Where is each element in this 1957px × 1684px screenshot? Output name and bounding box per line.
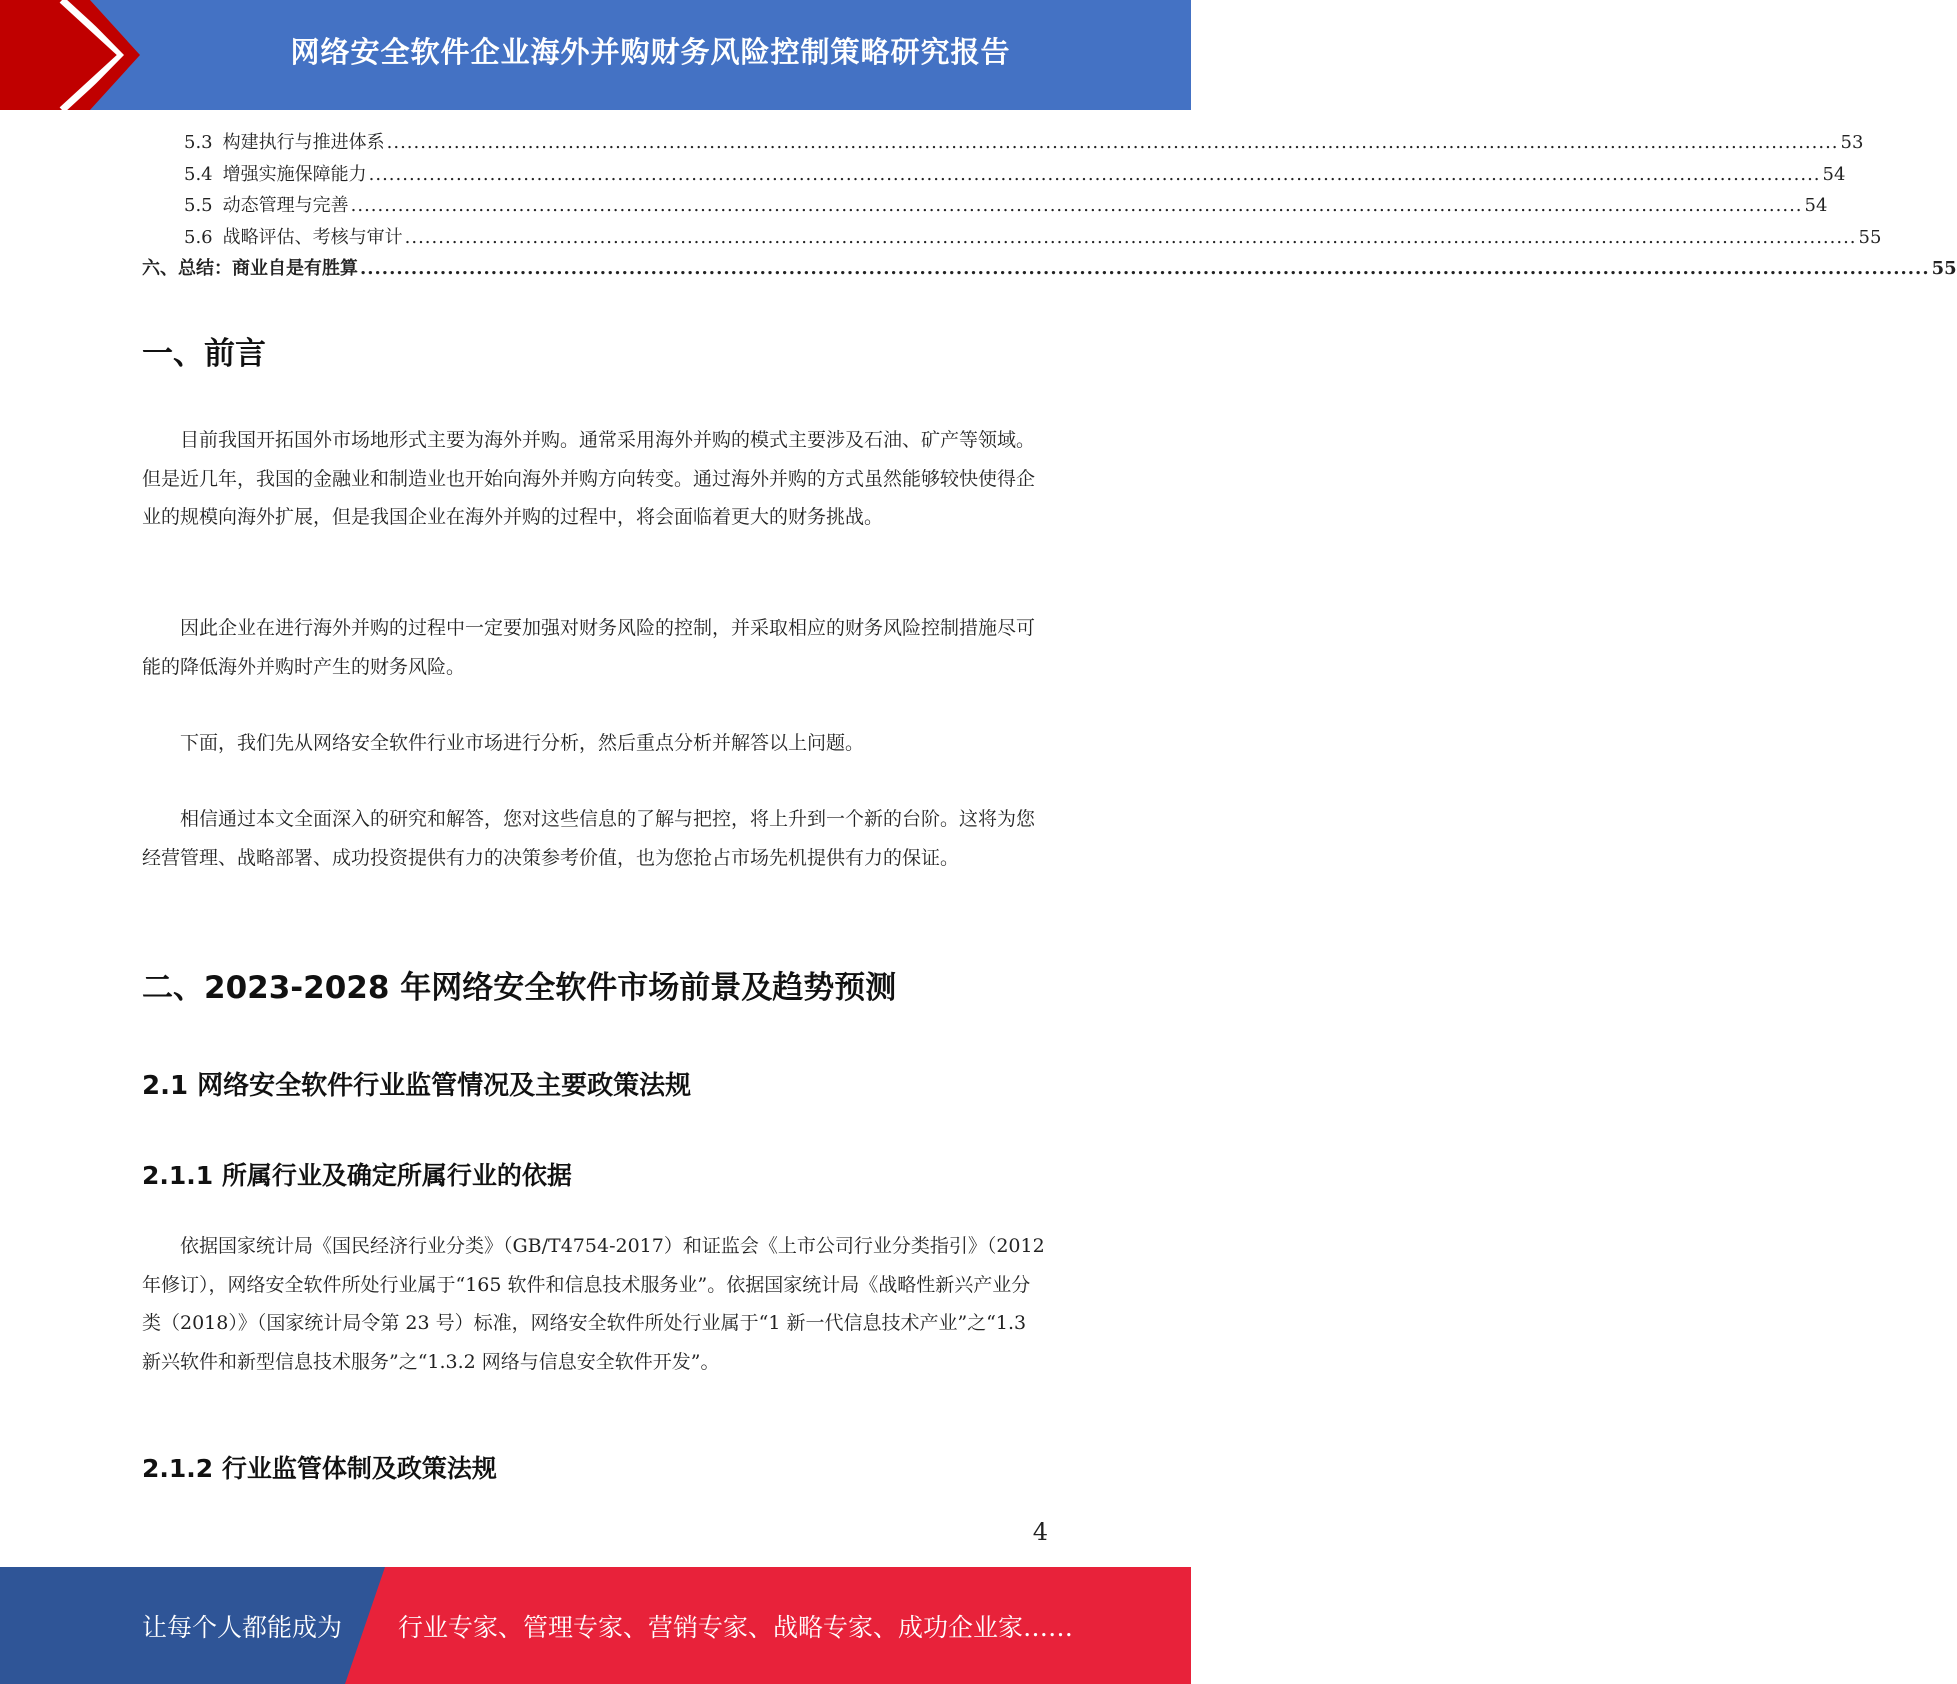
header-arrow-decoration [0,0,160,110]
toc-item-number: 5.4 [184,163,213,185]
toc-item-label: 六、总结：商业自是有胜算 [142,258,358,279]
toc-item-page: 53 [1840,132,1864,153]
preface-paragraph: 目前我国开拓国外市场地形式主要为海外并购。通常采用海外并购的模式主要涉及石油、矿产等领域。但是近几年，我国的金融业和制造业也开始向海外并购方向转变。通过海外并购的方式虽然能够较快使得企业的规模向海外扩展，但是我国企业在海外并购的过程中，将会面临着更大的财务挑战。 [142,429,1036,528]
section-2-1-heading: 2.1 网络安全软件行业监管情况及主要政策法规 [142,1071,692,1101]
toc-leader-dots: ........................................................................................................................................................................................................................ [350,195,1803,216]
footer-slogan-right: 行业专家、管理专家、营销专家、战略专家、成功企业家…… [398,1612,1074,1642]
toc-item-label: 增强实施保障能力 [222,163,367,185]
preface-paragraph: 相信通过本文全面深入的研究和解答，您对这些信息的了解与把控，将上升到一个新的台阶。这将为您经营管理、战略部署、成功投资提供有力的决策参考价值，也为您抢占市场先机提供有力的保证。 [142,808,1036,869]
preface-heading: 一、前言 [142,336,266,372]
section-2-1-1-heading: 2.1.1 所属行业及确定所属行业的依据 [142,1161,572,1190]
toc-item-label: 战略评估、考核与审计 [222,226,403,248]
toc-item-page: 55 [1858,226,1882,248]
toc-item-page: 55 [1931,258,1957,279]
section-2-1-2-heading: 2.1.2 行业监管体制及政策法规 [142,1454,497,1483]
toc-leader-dots: ........................................................................................................................................................................................................................ [360,258,1930,279]
toc-item-number: 5.6 [184,226,213,248]
toc-item-page: 54 [1804,195,1828,216]
section-2-1-1-paragraph: 依据国家统计局《国民经济行业分类》（GB/T4754-2017）和证监会《上市公司行业分类指引》（2012 年修订），网络安全软件所处行业属于“165 软件和信息技术服务业”。依据国家统计局《战略性新兴产业分类（2018）》（国家统计局令第 23 号）标准，网络安全软件所处行业属于“1 新一代信息技术产业”之“1.3 新兴软件和新型信息技术服务”之“1.3.2 网络与信息安全软件开发”。 [142,1235,1045,1373]
toc-item[interactable] [142,254,1957,286]
toc-item[interactable] [142,128,1864,160]
page-number: 4 [1032,1518,1048,1546]
forecast-heading: 二、2023-2028 年网络安全软件市场前景及趋势预测 [142,970,897,1006]
toc-item-label: 构建执行与推进体系 [222,132,385,153]
footer-slogan-left: 让每个人都能成为 [142,1612,343,1642]
toc-item-number: 5.5 [184,195,213,216]
toc-item-page: 54 [1822,163,1846,185]
footer-band [0,1567,1191,1684]
toc-item[interactable] [142,223,1882,255]
toc-leader-dots: ........................................................................................................................................................................................................................ [368,163,1821,185]
preface-paragraph: 下面，我们先从网络安全软件行业市场进行分析，然后重点分析并解答以上问题。 [180,732,865,754]
toc-leader-dots: ........................................................................................................................................................................................................................ [404,226,1857,248]
header-band [0,0,1191,110]
toc-item-label: 动态管理与完善 [222,195,349,216]
toc-item-number: 5.3 [184,132,213,153]
toc-item[interactable] [142,191,1828,223]
report-title: 网络安全软件企业海外并购财务风险控制策略研究报告 [290,34,1011,69]
preface-paragraph: 因此企业在进行海外并购的过程中一定要加强对财务风险的控制，并采取相应的财务风险控制措施尽可能的降低海外并购时产生的财务风险。 [142,617,1036,678]
toc-item[interactable] [142,160,1846,192]
toc-leader-dots: ........................................................................................................................................................................................................................ [386,132,1839,153]
table-of-contents [142,128,1957,286]
